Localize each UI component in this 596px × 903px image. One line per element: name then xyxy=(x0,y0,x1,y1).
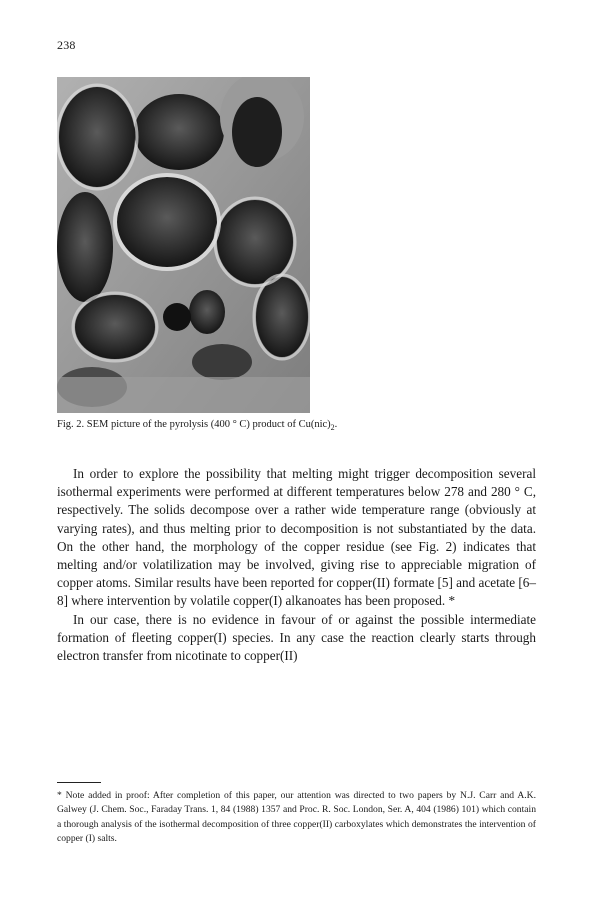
figure-caption xyxy=(57,419,337,432)
page-number: 238 xyxy=(57,38,76,52)
paragraph-2: In our case, there is no evidence in favour of or against the possible intermediate formation of fleeting copper(I) species. In any case the reaction clearly starts through electron transfer from nicotinate to copper(II) xyxy=(57,611,536,664)
caption-subscript: 2 xyxy=(330,423,335,433)
sem-micrograph xyxy=(57,77,310,413)
caption-text: Fig. 2. SEM picture of the pyrolysis (400 ° C) product of Cu(nic) xyxy=(57,419,331,430)
footnote: * Note added in proof: After completion of this paper, our attention was directed to two papers by N.J. Carr and A.K. Galwey (J. Chem. Soc., Faraday Trans. 1, 84 (1988) 1357 and Proc. R. Soc. London, Ser. A, 404 (1986) 101) which contain a thorough analysis of the isothermal decomposition of three copper(II) carboxylates which demonstrates the intervention of copper (I) salts. xyxy=(57,790,536,845)
paragraph-1: In order to explore the possibility that melting might trigger decomposition several isothermal experiments were performed at different temperatures below 278 and 280 ° C, respectively. The solids decompose over a rather wide temperature range (obviously at varying rates), and thus melting prior to decomposition is not substantiated by the data. On the other hand, the morphology of the copper residue (see Fig. 2) indicates that melting and/or volatilization may be involved, giving rise to appreciable migration of copper atoms. Similar results have been reported for copper(II) formate [5] and acetate [6–8] where intervention by volatile copper(I) alkanoates has been proposed. * xyxy=(57,466,536,609)
footnote-divider xyxy=(57,782,101,783)
caption-end: . xyxy=(334,419,338,430)
body-text xyxy=(57,465,536,665)
